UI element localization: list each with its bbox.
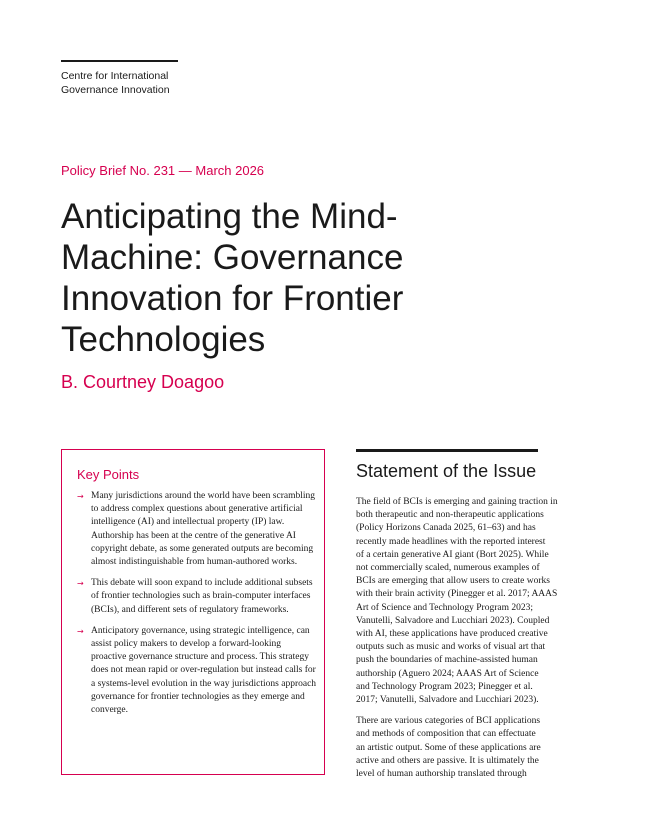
key-point-text: Many jurisdictions around the world have been scrambling to address complex questions about generative artificial intelligence (AI) and intellectual property (IP) law. Authorship has been at the centre of the generative AI copyright debate, as some generated outputs are becoming almost indistinguishable from human-authored works. xyxy=(91,491,315,568)
title-line-1: Anticipating the Mind- xyxy=(61,197,398,236)
body-line: level of human authorship translated through xyxy=(356,769,527,780)
statement-body xyxy=(356,496,585,789)
body-line: with their brain activity (Pinegger et al. 2017; AAAS xyxy=(356,589,558,600)
title-line-3: Innovation for Frontier xyxy=(61,279,404,318)
arrow-right-icon: → xyxy=(77,626,84,636)
key-point-item xyxy=(77,490,317,569)
key-point-text: Anticipatory governance, using strategic intelligence, can assist policy makers to develop a forward-looking proactive governance structure and process. This strategy does not mean rapid or over-regulation but instead calls for a systems-level evolution in the way jurisdictions approach governance for frontier technologies as they emerge and converge. xyxy=(91,625,317,716)
body-paragraph xyxy=(356,496,585,707)
body-line: recently made headlines with the reported interest xyxy=(356,536,546,547)
arrow-right-icon: → xyxy=(77,579,84,589)
key-point-item xyxy=(77,577,317,617)
body-line: The field of BCIs is emerging and gaining traction in xyxy=(356,497,558,507)
arrow-right-icon: → xyxy=(77,492,84,501)
body-line: and methods of composition that can effectuate xyxy=(356,729,536,740)
body-line: BCIs are emerging that allow users to create works xyxy=(356,576,550,587)
body-line: 2017; Vanutelli, Salvadore and Lucchiari 2023). xyxy=(356,695,539,706)
title-line-2: Machine: Governance xyxy=(61,238,404,277)
body-paragraph xyxy=(356,715,585,781)
body-line: both therapeutic and non-therapeutic applications xyxy=(356,510,544,521)
section-heading: Statement of the Issue xyxy=(356,461,537,481)
key-points-list xyxy=(77,490,317,725)
body-line: with AI, these applications have produced creative xyxy=(356,629,548,640)
body-line: authorship (Aguero 2024; AAAS Art of Science xyxy=(356,668,539,679)
document-title xyxy=(61,196,501,360)
body-line: (Policy Horizons Canada 2025, 61–63) and has xyxy=(356,523,536,534)
key-point-item xyxy=(77,625,317,717)
key-point-text: This debate will soon expand to include additional subsets of frontier technologies such as brain-computer interfaces (BCIs), and different sets of regulatory frameworks. xyxy=(91,578,313,615)
body-line: push the boundaries of machine-assisted human xyxy=(356,655,538,666)
header-rule xyxy=(61,60,178,62)
org-name-line-2: Governance Innovation xyxy=(61,83,170,96)
body-line: of a certain generative AI giant (Bort 2025). While xyxy=(356,549,549,560)
body-line: There are various categories of BCI applications xyxy=(356,716,541,727)
key-points-box xyxy=(61,449,325,775)
body-line: Art of Science and Technology Program 2023; xyxy=(356,602,533,613)
body-line: outputs such as music and works of visual art that xyxy=(356,642,546,653)
body-line: Vanutelli, Salvadore and Lucchiari 2023). Coupled xyxy=(356,615,550,626)
policy-brief-number: Policy Brief No. 231 — March 2026 xyxy=(61,163,265,178)
body-line: an artistic output. Some of these applications are xyxy=(356,742,541,753)
key-points-heading: Key Points xyxy=(77,467,140,482)
body-line: and Technology Program 2023; Pinegger et al. xyxy=(356,681,533,692)
body-line: not commercially scaled, numerous examples of xyxy=(356,563,540,574)
org-name xyxy=(61,70,170,97)
body-line: active and others are passive. It is ultimately the xyxy=(356,755,539,766)
author-name: B. Courtney Doagoo xyxy=(61,372,225,392)
org-name-line-1: Centre for International xyxy=(61,70,169,82)
title-line-4: Technologies xyxy=(61,320,266,359)
section-rule xyxy=(356,449,538,452)
